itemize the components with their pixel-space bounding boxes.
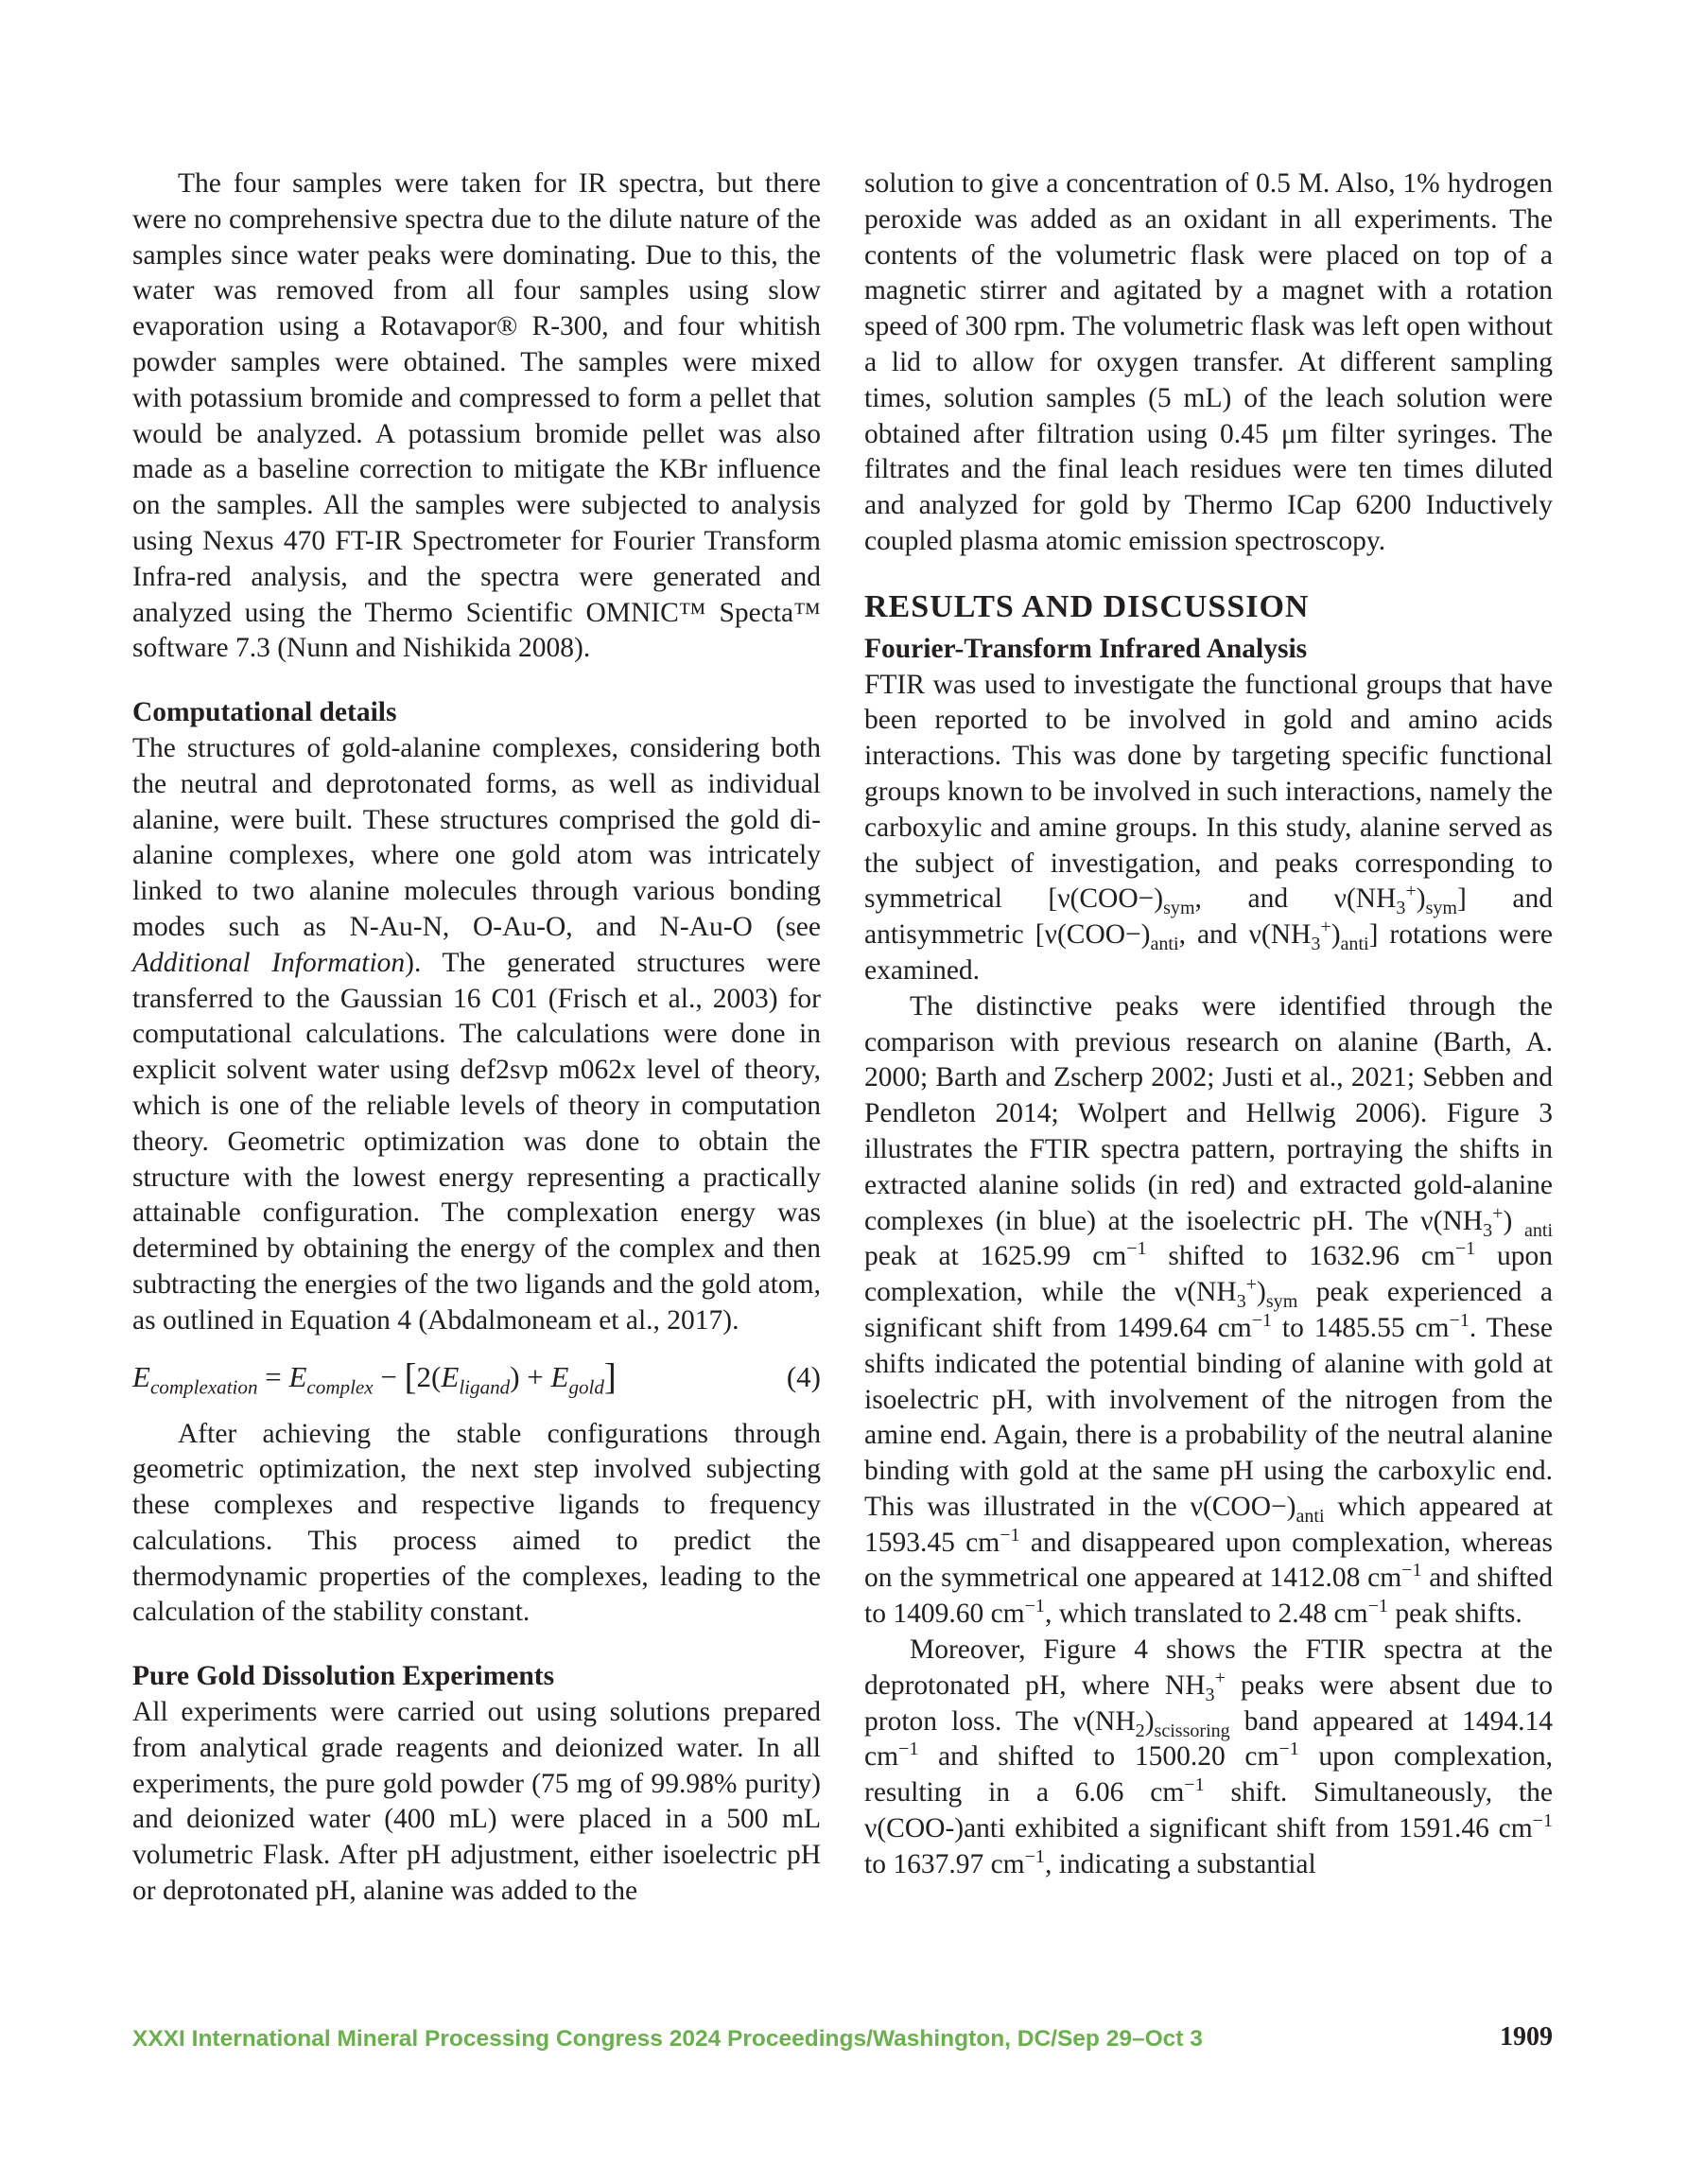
heading-gold-dissolution: Pure Gold Dissolution Experiments [132, 1661, 555, 1692]
heading-computational-details: Computational details [132, 697, 397, 728]
heading-results-discussion: RESULTS AND DISCUSSION [864, 588, 1310, 624]
left-column [132, 166, 821, 1910]
paragraph-distinctive-peaks: The distinctive peaks were identified through the comparison with previous research on alanine (Barth, A. 2000; Barth and Zscherp 2002; Justi et al., 2021; Sebben and Pendleton 2014; Wolpert and Hellwig 2006). Figure 3 illustrates the FTIR spectra pattern, portraying the shifts in extracted alanine solids (in red) and extracted gold-alanine complexes (in blue) at the isoelectric pH. The $\nu(NH_3^+)$ $_{anti}$ peak at 1625.99 $cm^{-1}$ shifted to 1632.96 $cm^{-1}$ upon complexation, while the $\nu(NH_3^+)_{sym}$ peak experienced a significant shift from 1499.64 $cm^{-1}$ to 1485.55 $cm^{-1}$. These shifts indicated the potential binding of alanine with gold at isoelectric pH, with involvement of the nitrogen from the amine end. Again, there is a probability of the neutral alanine binding with gold at the same pH using the carboxylic end. This was illustrated in the $\nu(COO-)_{anti}$ which appeared at 1593.45 $cm^{-1}$ and disappeared upon complexation, whereas on the symmetrical one appeared at 1412.08 $cm^{-1}$ and shifted to 1409.60 $cm^{-1}$, which translated to 2.48 $cm^{-1}$ peak shifts. [864, 990, 1554, 1630]
page-number: 1909 [1500, 2022, 1553, 2052]
paragraph-ir-spectra: The four samples were taken for IR spectra, but there were no comprehensive spectra due to the dilute nature of the samples since water peaks were dominating. Due to this, the water was removed from all four samples using slow evaporation using a Rotavapor® R-300, and four whitish powder samples were obtained. The samples were mixed with potassium bromide and compressed to form a pellet that would be analyzed. A potassium bromide pellet was also made as a baseline correction to mitigate the KBr influence on the samples. All the samples were subjected to analysis using Nexus 470 FT-IR Spectrometer for Fourier Transform Infra-red analysis, and the spectra were generated and analyzed using the Thermo Scientific OMNIC™ Specta™ software 7.3 (Nunn and Nishikida 2008). [132, 168, 821, 664]
equation-number: (4) [786, 1359, 821, 1393]
paragraph-computational: The structures of gold-alanine complexes, considering both the neutral and deprotonated forms, as well as individual alanine, were built. These structures comprised the gold di-alanine complexes, where one gold atom was intricately linked to two alanine molecules through various bonding modes such as N-Au-N, O-Au-O, and N-Au-O (see Additional Information). The generated structures were transferred to the Gaussian 16 C01 (Frisch et al., 2003) for computational calculations. The calculations were done in explicit solvent water using def2svp m062x level of theory, which is one of the reliable levels of theory in computation theory. Geometric optimization was done to obtain the structure with the lowest energy representing a practically attainable configuration. The complexation energy was determined by obtaining the energy of the complex and then subtracting the energies of the two ligands and the gold atom, as outlined in Equation 4 (Abdalmoneam et al., 2017). [132, 732, 821, 1336]
paragraph-deprotonated: Moreover, Figure 4 shows the FTIR spectra at the deprotonated pH, where $NH_3^+$ peaks were absent due to proton loss. The $\nu(NH_2)_{scissoring}$ band appeared at 1494.14 $cm^{-1}$ and shifted to 1500.20 $cm^{-1}$ upon complexation, resulting in a 6.06 $cm^{-1}$ shift. Simultaneously, the ν(COO-)anti exhibited a significant shift from 1591.46 $cm^{-1}$ to 1637.97 $cm^{-1}$, indicating a substantial [864, 1634, 1553, 1879]
paragraph-continuation: solution to give a concentration of 0.5 M. Also, 1% hydrogen peroxide was added as an oxidant in all experiments. The contents of the volumetric flask were placed on top of a magnetic stirrer and agitated by a magnet with a rotation speed of 300 rpm. The volumetric flask was left open without a lid to allow for oxygen transfer. At different sampling times, solution samples (5 mL) of the leach solution were obtained after filtration using 0.45 μm filter syringes. The filtrates and the final leach residues were ten times diluted and analyzed for gold by Thermo ICap 6200 Inductively coupled plasma atomic emission spectroscopy. [864, 168, 1553, 556]
heading-ftir: Fourier-Transform Infrared Analysis [864, 633, 1308, 664]
paragraph-gold-dissolution: All experiments were carried out using solutions prepared from analytical grade reagents and deionized water. In all experiments, the pure gold powder (75 mg of 99.98% purity) and deionized water (400 mL) were placed in a 500 mL volumetric Flask. After pH adjustment, either isoelectric pH or deprotonated pH, alanine was added to the [132, 1697, 821, 1907]
equation-4 [132, 1349, 821, 1406]
right-column [864, 166, 1553, 1883]
footer-proceedings: XXXI International Mineral Processing Congress 2024 Proceedings/Washington, DC/Sep 29–Oct 3 [132, 2026, 1203, 2052]
equation-body: $E_{complexation} = E_{complex} - [2(E_{ligand}) + E_{gold}]$ [132, 1355, 617, 1398]
paragraph-ftir-intro: FTIR was used to investigate the functional groups that have been reported to be involved in gold and amino acids interactions. This was done by targeting specific functional groups known to be involved in such interactions, namely the carboxylic and amine groups. In this study, alanine served as the subject of investigation, and peaks corresponding to symmetrical [$\nu(COO-)_{sym}$, and $\nu(NH_3^+)_{sym}$] and antisymmetric [$\nu(COO-)_{anti}$, and $\nu(NH_3^+)_{anti}$] rotations were examined. [864, 669, 1553, 986]
paragraph-frequency: After achieving the stable configurations through geometric optimization, the next step involved subjecting these complexes and respective ligands to frequency calculations. This process aimed to predict the thermodynamic properties of the complexes, leading to the calculation of the stability constant. [132, 1418, 821, 1628]
